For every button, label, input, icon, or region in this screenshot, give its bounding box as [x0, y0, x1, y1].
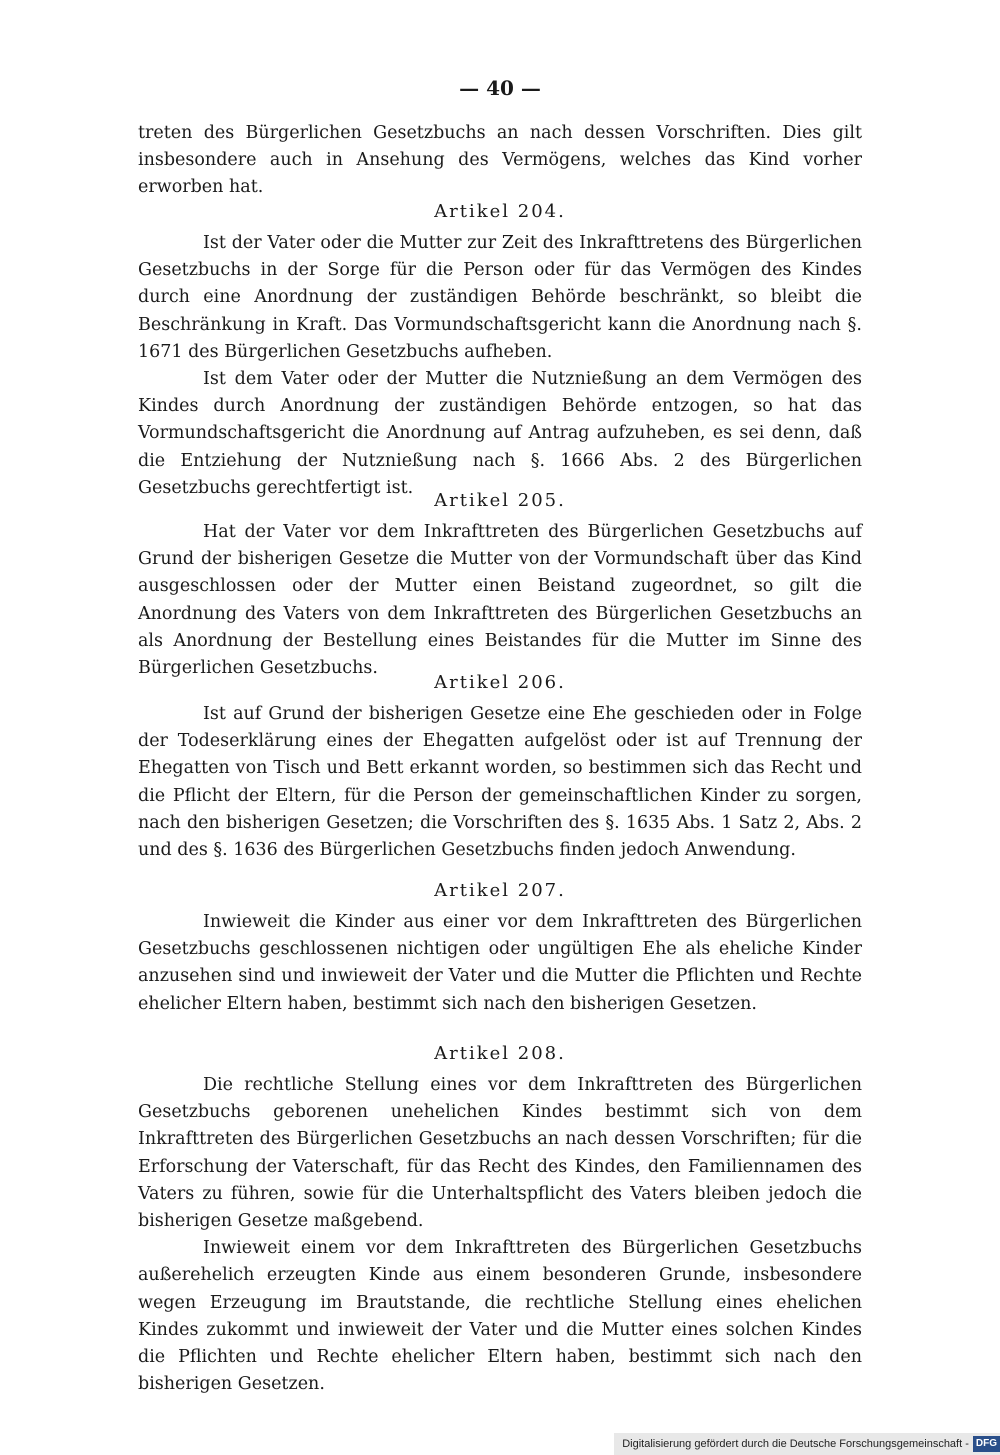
- intro-text: [138, 120, 862, 202]
- article-204-paragraph-2: Ist dem Vater oder der Mutter die Nutznießung an dem Vermögen des Kindes durch Anordnung der zuständigen Behörde entzogen, so hat das Vormundschaftsgericht die Anordnung auf Antrag aufzuheben, es sei denn, daß die Entziehung der Nutznießung nach §. 1666 Abs. 2 des Bürgerlichen Gesetzbuchs gerechtfertigt ist.: [138, 369, 862, 498]
- page-number: — 40 —: [459, 76, 541, 100]
- article-207-paragraph-1: Inwieweit die Kinder aus einer vor dem Inkrafttreten des Bürgerlichen Gesetzbuchs geschlossenen nichtigen oder ungültigen Ehe als eheliche Kinder anzusehen sind und inwieweit der Vater und die Mutter die Pflichten und Rechte ehelicher Eltern haben, bestimmt sich nach den bisherigen Gesetzen.: [138, 912, 862, 1014]
- article-208-paragraph-1: Die rechtliche Stellung eines vor dem Inkrafttreten des Bürgerlichen Gesetzbuchs geborenen unehelichen Kindes bestimmt sich von dem Inkrafttreten des Bürgerlichen Gesetzbuchs an nach dessen Vorschriften; für die Erforschung der Vaterschaft, für das Recht des Kindes, den Familiennamen des Vaters zu führen, sowie für die Unterhaltspflicht des Vaters bleiben jedoch die bisherigen Gesetze maßgebend.: [138, 1075, 862, 1232]
- article-206-body: [138, 701, 862, 864]
- article-204-paragraph-1: Ist der Vater oder die Mutter zur Zeit des Inkrafttretens des Bürgerlichen Gesetzbuchs in der Sorge für die Person oder für das Vermögen des Kindes durch eine Anordnung der zuständigen Behörde beschränkt, so bleibt die Beschränkung in Kraft. Das Vormundschaftsgericht kann die Anordnung nach §. 1671 des Bürgerlichen Gesetzbuchs aufheben.: [138, 233, 862, 362]
- article-208-heading: Artikel 208.: [434, 1043, 566, 1064]
- footer-text: Digitalisierung gefördert durch die Deutsche Forschungsgemeinschaft -: [622, 1438, 969, 1450]
- article-207-heading: Artikel 207.: [434, 880, 566, 901]
- article-208-paragraph-2: Inwieweit einem vor dem Inkrafttreten des Bürgerlichen Gesetzbuchs außerehelich erzeugten Kinde aus einem besonderen Grunde, insbesondere wegen Erzeugung im Brautstande, die rechtliche Stellung eines ehelichen Kindes zukommt und inwieweit der Vater und die Mutter eines solchen Kindes die Pflichten und Rechte ehelicher Eltern haben, bestimmt sich nach den bisherigen Gesetzen.: [138, 1238, 862, 1395]
- article-204-body: [138, 230, 862, 502]
- article-204-heading: Artikel 204.: [434, 201, 566, 222]
- dfg-logo: DFG: [973, 1436, 1000, 1452]
- article-207-body: [138, 909, 862, 1018]
- intro-paragraph: treten des Bürgerlichen Gesetzbuchs an nach dessen Vorschriften. Dies gilt insbesondere auch in Ansehung des Vermögens, welches das Kind vorher erworben hat.: [138, 123, 862, 198]
- digitization-footer: [614, 1433, 1000, 1455]
- article-208-body: [138, 1072, 862, 1398]
- article-205-paragraph-1: Hat der Vater vor dem Inkrafttreten des Bürgerlichen Gesetzbuchs auf Grund der bisherigen Gesetze die Mutter von der Vormundschaft über das Kind ausgeschlossen oder der Mutter einen Beistand zugeordnet, so gilt die Anordnung des Vaters von dem Inkrafttreten des Bürgerlichen Gesetzbuchs an als Anordnung der Bestellung eines Beistandes für die Mutter im Sinne des Bürgerlichen Gesetzbuchs.: [138, 522, 862, 679]
- article-206-heading: Artikel 206.: [434, 672, 566, 693]
- article-205-heading: Artikel 205.: [434, 490, 566, 511]
- article-206-paragraph-1: Ist auf Grund der bisherigen Gesetze eine Ehe geschieden oder in Folge der Todeserklärung eines der Ehegatten aufgelöst oder ist auf Trennung der Ehegatten von Tisch und Bett erkannt worden, so bestimmen sich das Recht und die Pflicht der Eltern, für die Person der gemeinschaftlichen Kinder zu sorgen, nach den bisherigen Gesetzen; die Vorschriften des §. 1635 Abs. 1 Satz 2, Abs. 2 und des §. 1636 des Bürgerlichen Gesetzbuchs finden jedoch Anwendung.: [138, 704, 862, 861]
- article-205-body: [138, 519, 862, 682]
